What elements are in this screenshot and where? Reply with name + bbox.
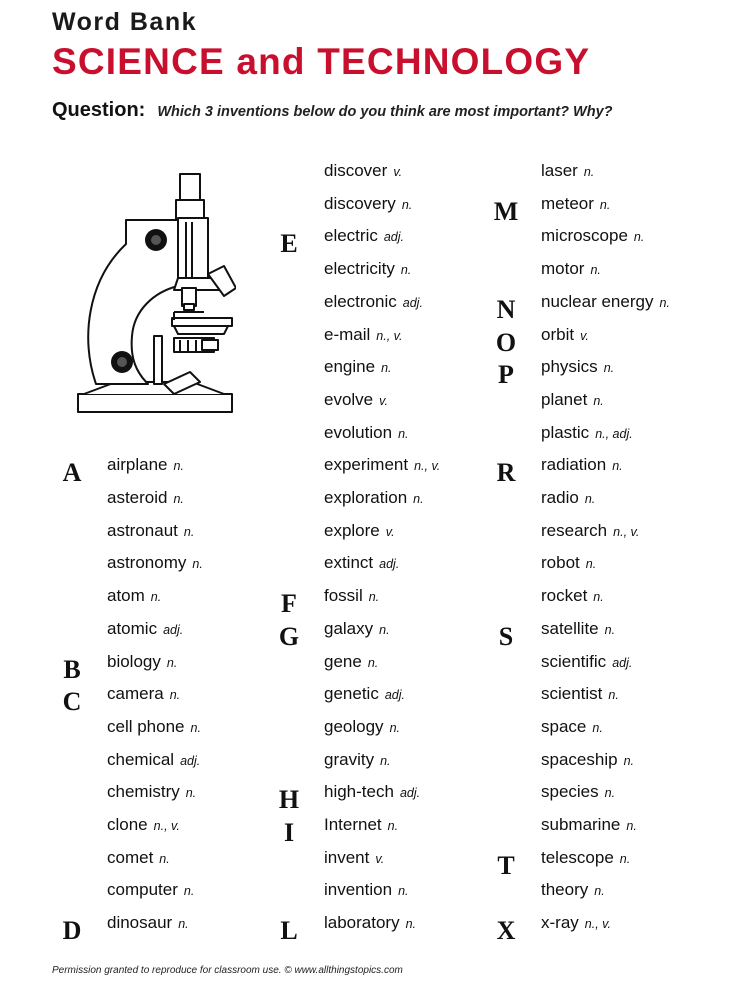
- word-text: e-mail: [324, 324, 371, 344]
- word-entry: [107, 913, 189, 934]
- part-of-speech: n., v.: [584, 917, 611, 932]
- word-entry: [107, 619, 183, 640]
- footer-permission: Permission granted to reproduce for classroom use. © www.allthingstopics.com: [52, 965, 403, 976]
- word-entry: [324, 652, 378, 673]
- word-text: plastic: [541, 422, 590, 442]
- section-letter-d: D: [62, 916, 82, 946]
- part-of-speech: n.: [379, 622, 390, 637]
- part-of-speech: v.: [375, 851, 385, 866]
- part-of-speech: n.: [633, 230, 645, 245]
- word-entry: [541, 455, 623, 476]
- word-text: genetic: [324, 684, 379, 704]
- word-text: dinosaur: [107, 913, 173, 933]
- part-of-speech: n.: [398, 884, 409, 899]
- part-of-speech: n.: [583, 165, 595, 179]
- word-bank-heading: Word Bank: [52, 8, 197, 36]
- part-of-speech: n.: [183, 524, 195, 539]
- word-entry: [541, 619, 615, 640]
- section-letter-s: S: [498, 621, 514, 651]
- part-of-speech: n., v.: [376, 328, 403, 343]
- part-of-speech: n.: [593, 590, 604, 605]
- part-of-speech: adj.: [163, 622, 184, 637]
- word-text: robot: [541, 553, 580, 573]
- word-entry: [324, 292, 423, 313]
- word-entry: [324, 750, 391, 771]
- section-letter-o: O: [495, 327, 517, 357]
- word-text: biology: [107, 651, 161, 671]
- part-of-speech: n.: [592, 720, 603, 735]
- question-label: Question:: [52, 99, 146, 121]
- word-entry: [541, 750, 634, 771]
- part-of-speech: n.: [608, 688, 619, 703]
- word-text: radio: [541, 488, 579, 507]
- word-entry: [541, 586, 604, 607]
- word-text: astronaut: [107, 520, 178, 540]
- part-of-speech: n.: [150, 590, 162, 605]
- word-entry: [541, 357, 614, 378]
- word-entry: [324, 684, 405, 705]
- word-entry: [324, 717, 400, 738]
- section-letter-i: I: [283, 818, 295, 847]
- word-entry: [541, 194, 610, 215]
- part-of-speech: n.: [178, 917, 189, 932]
- word-entry: [324, 455, 440, 476]
- part-of-speech: n.: [381, 361, 392, 376]
- word-entry: [107, 521, 194, 542]
- part-of-speech: n.: [619, 851, 631, 866]
- part-of-speech: n.: [169, 688, 181, 703]
- word-text: cell phone: [107, 716, 185, 736]
- word-entry: [541, 390, 604, 411]
- word-text: spaceship: [541, 749, 618, 769]
- section-letter-a: A: [62, 458, 82, 488]
- part-of-speech: n.: [183, 884, 195, 899]
- page-title: SCIENCE and TECHNOLOGY: [52, 41, 591, 82]
- word-text: orbit: [541, 324, 575, 344]
- word-text: telescope: [541, 847, 614, 867]
- word-text: gene: [324, 651, 362, 671]
- part-of-speech: n.: [584, 492, 596, 506]
- part-of-speech: n.: [173, 459, 184, 474]
- part-of-speech: n.: [590, 263, 601, 278]
- word-entry: [324, 325, 402, 346]
- word-entry: [541, 488, 595, 509]
- part-of-speech: v.: [379, 393, 388, 408]
- word-entry: [107, 684, 180, 705]
- word-text: computer: [107, 880, 178, 900]
- word-text: clone: [107, 815, 148, 834]
- word-text: engine: [324, 357, 376, 377]
- word-text: comet: [107, 847, 154, 867]
- part-of-speech: adj.: [612, 655, 633, 670]
- part-of-speech: n.: [659, 295, 670, 310]
- word-text: physics: [541, 357, 598, 377]
- word-text: motor: [541, 259, 585, 279]
- word-entry: [541, 815, 637, 836]
- word-entry: [107, 717, 201, 738]
- word-entry: [324, 553, 399, 574]
- word-entry: [541, 848, 630, 869]
- word-text: galaxy: [324, 618, 374, 638]
- part-of-speech: n.: [623, 753, 634, 768]
- word-entry: [541, 325, 589, 346]
- part-of-speech: n.: [413, 492, 424, 506]
- part-of-speech: adj.: [384, 688, 405, 703]
- part-of-speech: n., adj.: [595, 426, 633, 441]
- word-text: evolve: [324, 389, 374, 409]
- word-text: electricity: [324, 259, 395, 279]
- word-text: species: [541, 782, 599, 802]
- part-of-speech: n.: [401, 197, 413, 212]
- section-letter-b: B: [63, 654, 81, 684]
- word-entry: [324, 259, 411, 280]
- word-text: atomic: [107, 618, 158, 638]
- part-of-speech: n.: [166, 655, 178, 670]
- word-text: electronic: [324, 291, 397, 311]
- word-entry: [541, 913, 611, 934]
- word-entry: [107, 880, 194, 901]
- part-of-speech: v.: [385, 524, 395, 539]
- part-of-speech: adj.: [180, 753, 201, 768]
- word-text: discovery: [324, 193, 396, 213]
- section-letter-p: P: [498, 360, 514, 390]
- section-letter-e: E: [280, 229, 298, 259]
- part-of-speech: v.: [393, 165, 403, 179]
- part-of-speech: n.: [192, 557, 203, 572]
- word-text: explore: [324, 520, 380, 540]
- word-entry: [541, 652, 632, 673]
- word-text: gravity: [324, 749, 375, 769]
- word-text: scientist: [541, 684, 603, 704]
- word-text: microscope: [541, 226, 628, 246]
- word-text: evolution: [324, 422, 393, 442]
- word-text: nuclear energy: [541, 291, 654, 311]
- word-entry: [324, 357, 392, 378]
- word-entry: [324, 782, 420, 803]
- section-letter-f: F: [281, 589, 297, 619]
- word-entry: [107, 652, 177, 673]
- word-text: camera: [107, 684, 164, 704]
- part-of-speech: n.: [626, 819, 637, 833]
- word-text: scientific: [541, 651, 607, 671]
- part-of-speech: n.: [405, 917, 417, 932]
- part-of-speech: n., v.: [613, 524, 640, 539]
- part-of-speech: adj.: [383, 230, 405, 245]
- microscope-icon: [74, 160, 236, 418]
- word-text: asteroid: [107, 488, 168, 507]
- word-text: satellite: [541, 618, 599, 638]
- word-entry: [541, 423, 633, 444]
- word-entry: [107, 586, 161, 607]
- word-entry: [324, 913, 416, 934]
- part-of-speech: n.: [604, 622, 616, 637]
- part-of-speech: n.: [159, 851, 170, 866]
- word-entry: [324, 488, 424, 509]
- question-text: Which 3 inventions below do you think are most important? Why?: [157, 104, 613, 120]
- word-text: laser: [541, 161, 578, 180]
- word-entry: [541, 259, 601, 280]
- word-entry: [324, 161, 402, 182]
- question-line: [52, 99, 613, 122]
- word-text: invention: [324, 880, 393, 900]
- word-entry: [541, 521, 639, 542]
- word-text: experiment: [324, 455, 409, 475]
- section-letter-x: X: [496, 916, 516, 946]
- part-of-speech: adj.: [402, 295, 423, 310]
- part-of-speech: n.: [367, 655, 379, 670]
- word-text: submarine: [541, 815, 621, 834]
- section-letter-t: T: [497, 850, 515, 880]
- section-letter-n: N: [496, 294, 516, 324]
- part-of-speech: n.: [585, 557, 597, 572]
- word-entry: [541, 782, 615, 803]
- word-text: radiation: [541, 455, 607, 475]
- word-entry: [541, 161, 594, 182]
- word-entry: [107, 815, 180, 836]
- word-text: planet: [541, 389, 588, 409]
- word-entry: [541, 292, 670, 313]
- part-of-speech: n.: [612, 459, 623, 474]
- part-of-speech: n.: [190, 720, 201, 735]
- part-of-speech: n.: [185, 786, 197, 801]
- word-text: extinct: [324, 553, 374, 573]
- section-letter-l: L: [280, 916, 298, 946]
- word-entry: [324, 586, 379, 607]
- word-text: laboratory: [324, 913, 400, 933]
- part-of-speech: n., v.: [414, 459, 441, 474]
- word-entry: [324, 619, 390, 640]
- section-letter-c: C: [62, 687, 82, 717]
- part-of-speech: v.: [580, 328, 589, 343]
- part-of-speech: adj.: [399, 786, 421, 801]
- word-text: atom: [107, 586, 145, 606]
- section-letter-r: R: [496, 458, 516, 488]
- part-of-speech: n.: [173, 492, 184, 506]
- word-entry: [324, 194, 412, 215]
- section-letter-g: G: [278, 621, 300, 651]
- word-entry: [541, 880, 605, 901]
- part-of-speech: n.: [599, 197, 611, 212]
- part-of-speech: n.: [604, 786, 616, 801]
- word-text: airplane: [107, 455, 168, 475]
- section-letter-h: H: [278, 785, 300, 815]
- word-entry: [324, 815, 398, 836]
- word-entry: [107, 750, 200, 771]
- word-text: research: [541, 520, 608, 540]
- word-entry: [541, 226, 644, 247]
- word-entry: [107, 848, 170, 869]
- word-entry: [107, 782, 196, 803]
- word-entry: [324, 848, 384, 869]
- word-text: x-ray: [541, 913, 579, 933]
- part-of-speech: adj.: [379, 557, 400, 572]
- word-text: electric: [324, 226, 378, 246]
- part-of-speech: n., v.: [153, 819, 180, 833]
- word-text: astronomy: [107, 553, 187, 573]
- word-entry: [107, 553, 203, 574]
- word-entry: [324, 423, 409, 444]
- word-text: space: [541, 716, 587, 736]
- word-entry: [324, 880, 409, 901]
- part-of-speech: n.: [368, 590, 380, 605]
- section-letter-m: M: [493, 196, 519, 226]
- word-text: meteor: [541, 193, 594, 213]
- word-entry: [107, 488, 184, 509]
- part-of-speech: n.: [387, 819, 399, 833]
- word-entry: [324, 521, 395, 542]
- word-entry: [541, 684, 619, 705]
- word-entry: [541, 717, 603, 738]
- word-text: chemistry: [107, 782, 180, 802]
- word-text: invent: [324, 847, 370, 867]
- part-of-speech: n.: [593, 393, 604, 408]
- word-entry: [324, 390, 388, 411]
- word-text: discover: [324, 161, 388, 180]
- part-of-speech: n.: [594, 884, 605, 899]
- word-entry: [324, 226, 404, 247]
- word-text: exploration: [324, 488, 408, 507]
- part-of-speech: n.: [380, 753, 391, 768]
- word-entry: [107, 455, 184, 476]
- word-text: high-tech: [324, 782, 394, 802]
- part-of-speech: n.: [389, 720, 400, 735]
- part-of-speech: n.: [398, 426, 409, 441]
- word-text: Internet: [324, 815, 382, 834]
- word-text: fossil: [324, 586, 363, 606]
- word-text: rocket: [541, 586, 588, 606]
- word-text: chemical: [107, 749, 175, 769]
- part-of-speech: n.: [400, 263, 412, 278]
- part-of-speech: n.: [603, 361, 615, 376]
- word-text: theory: [541, 880, 589, 900]
- word-text: geology: [324, 716, 384, 736]
- word-entry: [541, 553, 596, 574]
